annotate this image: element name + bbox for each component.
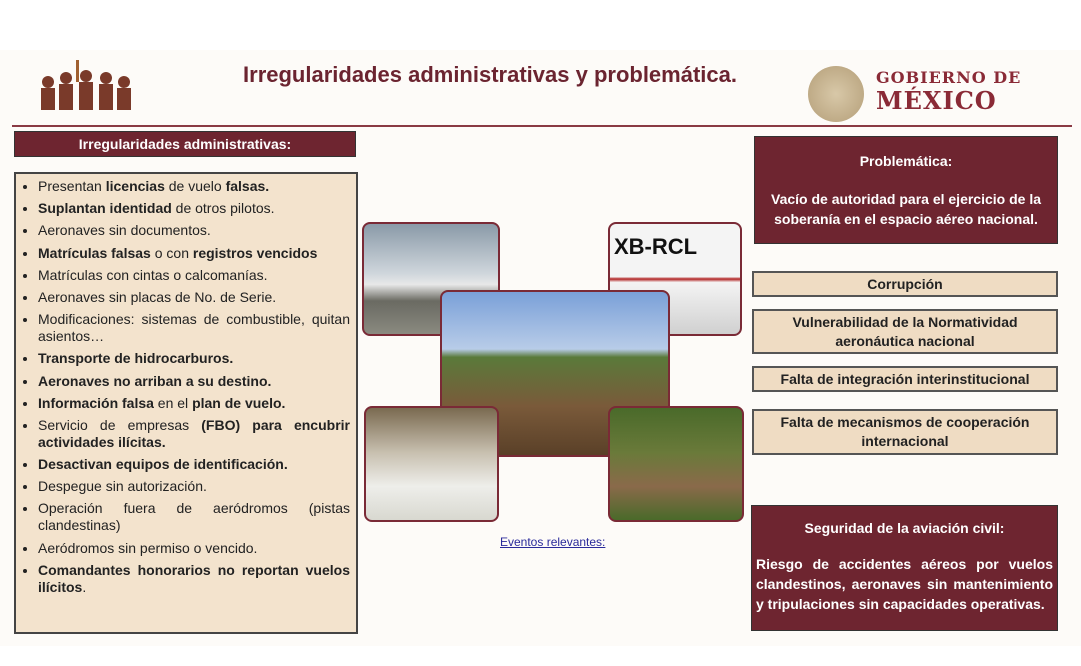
registration-text: XB-RCL bbox=[614, 234, 698, 259]
gobierno-logo-line2: MÉXICO bbox=[876, 86, 997, 115]
item-text-segment: . bbox=[82, 578, 87, 595]
seguridad-heading: Seguridad de la aviación civil: bbox=[804, 520, 1005, 536]
problem-item-corrupcion: Corrupción bbox=[752, 271, 1058, 297]
irregularidad-item bbox=[38, 395, 350, 412]
item-text-segment: Servicio de empresas bbox=[38, 416, 202, 433]
problem-item-vulnerabilidad: Vulnerabilidad de la Normatividad aeronáutica nacional bbox=[752, 309, 1058, 354]
irregularidades-heading: Irregularidades administrativas: bbox=[14, 131, 356, 157]
item-text-segment: Despegue sin autorización. bbox=[38, 478, 207, 495]
item-text-segment: Suplantan identidad bbox=[38, 200, 172, 217]
item-text-segment: Aeronaves no arriban a su destino. bbox=[38, 372, 272, 389]
item-text-segment: plan de vuelo. bbox=[192, 394, 286, 411]
irregularidad-item bbox=[38, 245, 350, 262]
item-text-segment: Aeródromos sin permiso o vencido. bbox=[38, 539, 258, 556]
irregularidad-item bbox=[38, 289, 350, 306]
item-text-segment: de otros pilotos. bbox=[171, 200, 275, 217]
photo-wreckage-jungle bbox=[608, 406, 744, 522]
problematica-box bbox=[754, 136, 1058, 244]
item-text-segment: Comandantes honorarios no reportan vuelos ilícitos bbox=[38, 561, 350, 595]
item-text-segment: Modificaciones: sistemas de combustible, quitan asientos… bbox=[38, 311, 350, 345]
photo-cargo-cabin bbox=[364, 406, 499, 522]
problem-item-integracion: Falta de integración interinstitucional bbox=[752, 366, 1058, 392]
problem-item-cooperacion: Falta de mecanismos de cooperación internacional bbox=[752, 409, 1058, 455]
problematica-text: Vacío de autoridad para el ejercicio de la soberanía en el espacio aéreo nacional. bbox=[771, 191, 1041, 227]
item-text-segment: en el bbox=[153, 394, 193, 411]
seguridad-text: Riesgo de accidentes aéreos por vuelos clandestinos, aeronaves sin mantenimiento y tripulaciones sin capacidades operativas. bbox=[756, 556, 1053, 612]
eventos-relevantes-link[interactable]: Eventos relevantes: bbox=[500, 535, 606, 549]
irregularidades-list-box bbox=[14, 172, 358, 634]
header-divider bbox=[12, 125, 1072, 127]
item-text-segment: Transporte de hidrocarburos. bbox=[38, 350, 234, 367]
irregularidad-item bbox=[38, 350, 350, 367]
page-title: Irregularidades administrativas y problemática. bbox=[243, 62, 737, 87]
item-text-segment: Matrículas con cintas o calcomanías. bbox=[38, 266, 268, 283]
item-text-segment: de vuelo bbox=[164, 178, 226, 194]
item-text-segment: Información falsa bbox=[38, 394, 154, 411]
irregularidad-item bbox=[38, 478, 350, 495]
item-text-segment: Desactivan equipos de identificación. bbox=[38, 456, 288, 473]
item-text-segment: Aeronaves sin documentos. bbox=[38, 222, 211, 239]
item-text-segment: licencias bbox=[105, 178, 165, 194]
irregularidades-list bbox=[20, 178, 350, 596]
irregularidad-item bbox=[38, 178, 350, 195]
irregularidad-item bbox=[38, 456, 350, 473]
gobierno-logo-line1: GOBIERNO DE bbox=[876, 68, 1022, 87]
irregularidad-item bbox=[38, 500, 350, 534]
seguridad-box bbox=[751, 505, 1058, 631]
coat-of-arms-seal-icon bbox=[808, 66, 864, 122]
item-text-segment: o con bbox=[150, 244, 193, 261]
irregularidad-item bbox=[38, 267, 350, 284]
item-text-segment: Aeronaves sin placas de No. de Serie. bbox=[38, 288, 277, 305]
irregularidad-item bbox=[38, 562, 350, 596]
item-text-segment: Operación fuera de aeródromos (pistas clandestinas) bbox=[38, 500, 350, 534]
item-text-segment: falsas. bbox=[225, 178, 270, 194]
irregularidad-item bbox=[38, 540, 350, 557]
problematica-heading: Problemática: bbox=[859, 153, 953, 169]
irregularidad-item bbox=[38, 417, 350, 451]
item-text-segment: registros vencidos bbox=[192, 244, 318, 261]
irregularidad-item bbox=[38, 311, 350, 345]
heroes-logo bbox=[36, 58, 136, 112]
irregularidad-item bbox=[38, 200, 350, 217]
irregularidad-item bbox=[38, 373, 350, 390]
item-text-segment: (FBO) para encubrir actividades ilícitas. bbox=[38, 416, 350, 450]
item-text-segment: Presentan bbox=[38, 178, 106, 194]
item-text-segment: Matrículas falsas bbox=[38, 244, 151, 261]
irregularidad-item bbox=[38, 222, 350, 239]
